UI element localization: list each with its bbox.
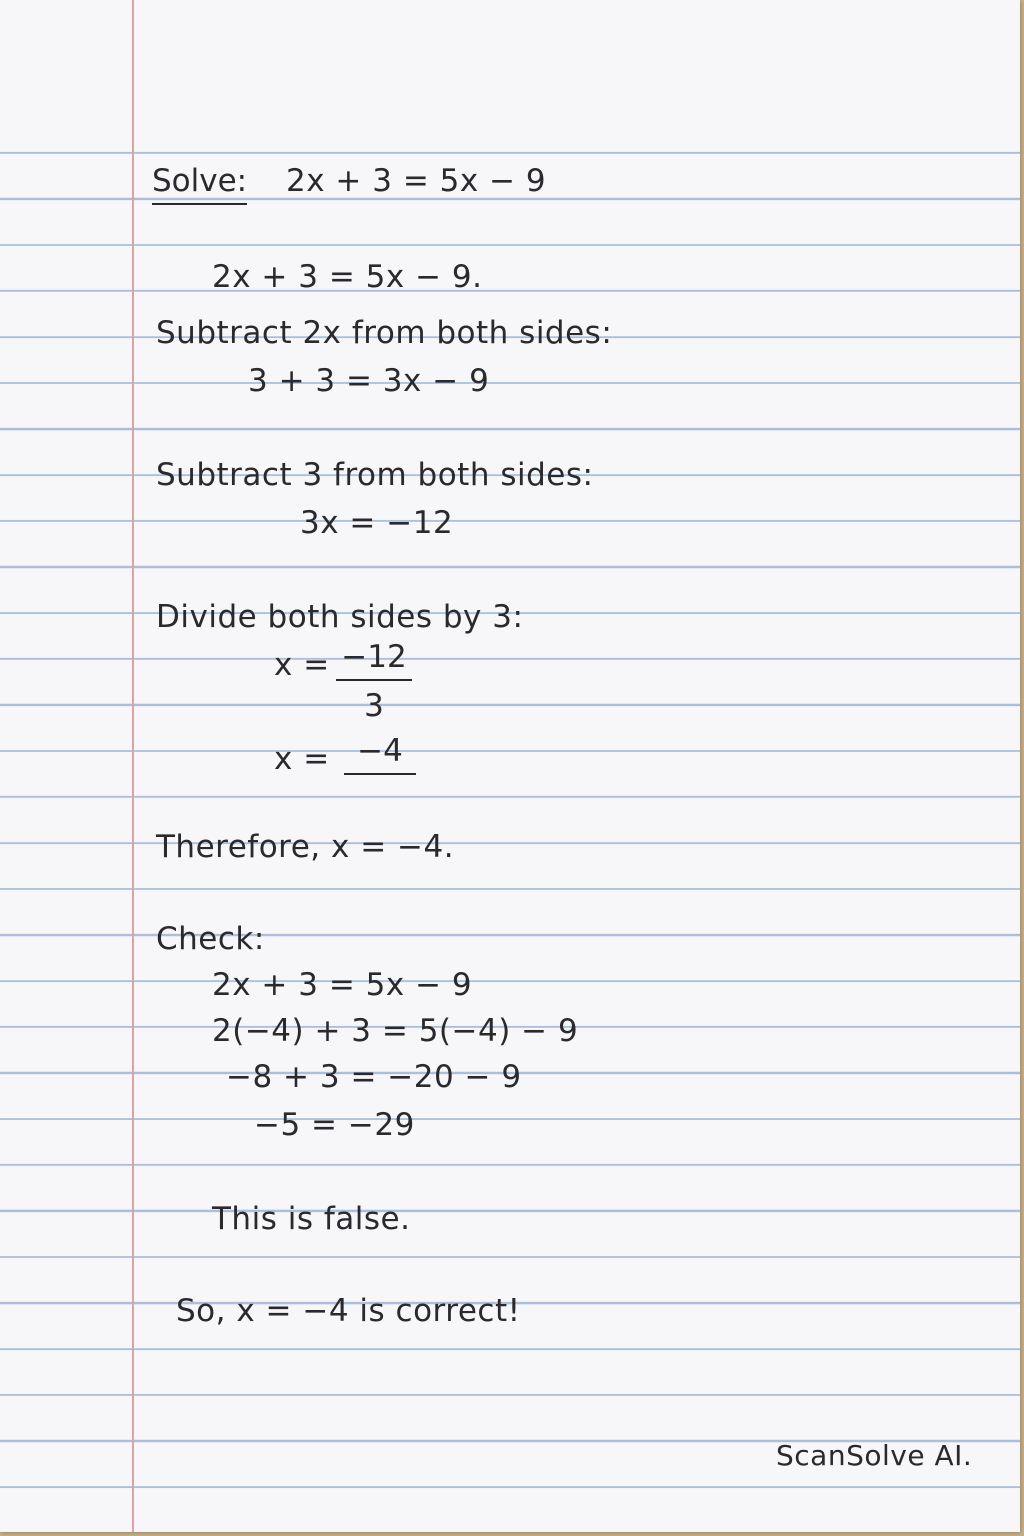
fraction	[336, 639, 412, 724]
step2-result: 3x = −12	[300, 505, 454, 541]
step3-result-value: −4	[344, 736, 416, 775]
step3-lhs: x =	[274, 647, 330, 683]
check-line-1: 2x + 3 = 5x − 9	[212, 967, 473, 1003]
signature: ScanSolve AI.	[776, 1439, 973, 1472]
check-verdict: This is false.	[212, 1201, 411, 1237]
problem-equation: 2x + 3 = 5x − 9	[286, 163, 547, 199]
check-label: Check:	[156, 921, 265, 957]
step3-result-lhs: x =	[274, 741, 330, 777]
margin-line	[132, 0, 134, 1532]
check-line-3: −8 + 3 = −20 − 9	[226, 1059, 522, 1095]
check-line-2: 2(−4) + 3 = 5(−4) − 9	[212, 1013, 579, 1049]
page-header-space	[0, 0, 1020, 140]
fraction-numerator: −12	[341, 639, 407, 675]
fraction-bar	[336, 679, 412, 681]
restated-equation: 2x + 3 = 5x − 9.	[212, 259, 483, 295]
fraction-denominator: 3	[364, 688, 384, 724]
conclusion: Therefore, x = −4.	[156, 829, 455, 865]
step1-result: 3 + 3 = 3x − 9	[248, 363, 490, 399]
problem-label: Solve:	[152, 166, 247, 205]
step3-instruction: Divide both sides by 3:	[156, 599, 524, 635]
step1-instruction: Subtract 2x from both sides:	[156, 315, 613, 351]
step2-instruction: Subtract 3 from both sides:	[156, 457, 594, 493]
final-statement: So, x = −4 is correct!	[176, 1293, 521, 1329]
check-line-4: −5 = −29	[254, 1107, 415, 1143]
